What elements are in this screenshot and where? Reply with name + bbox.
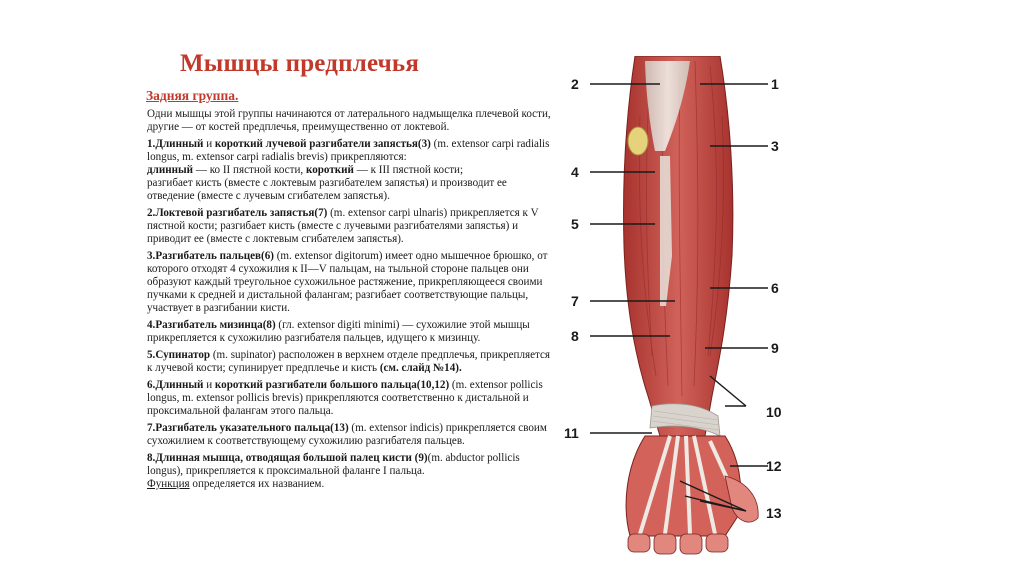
- slide-title: Мышцы предплечья: [180, 50, 420, 77]
- figure-label-6: 6: [771, 280, 779, 296]
- figure-label-2: 2: [571, 76, 579, 92]
- paragraph-8: 8.Длинная мышца, отводящая большой палец кисти (9)(m. abductor pollicis longus), прикрепляется к проксимальной фаланге I пальца. Функция определяется их названием.: [147, 452, 520, 490]
- olecranon: [628, 127, 648, 155]
- figure-label-11: 11: [564, 425, 579, 441]
- figure-label-5: 5: [571, 216, 579, 232]
- text-column: [147, 108, 557, 495]
- paragraph-2: 2.Локтевой разгибатель запястья(7) (m. extensor carpi ulnaris) прикрепляется к V пястной кости; разгибает кисть (вместе с лучевыми разгибателями запястья) и приводит ее (вместе с локтевым сгибателем запястья).: [147, 207, 539, 245]
- figure-label-1: 1: [771, 76, 779, 92]
- finger-stubs: [628, 534, 728, 554]
- figure-label-4: 4: [571, 164, 579, 180]
- paragraph-7: 7.Разгибатель указательного пальца(13) (m. extensor indicis) прикрепляется своим сухожилием к соответствующему сухожилию разгибателя пальцев.: [147, 422, 547, 447]
- paragraph-1: 1.Длинный и короткий лучевой разгибатели запястья(3) (m. extensor carpi radialis longus, m. extensor carpi radialis brevis) прикрепляются: длинный — ко II пястной кости, короткий — к III пястной кости; разгибает кисть (вместе с локтевым разгибателем запястья) и производит ее отведение (вместе с лучевым сгибателем запястья).: [147, 138, 550, 202]
- figure-label-12: 12: [766, 458, 782, 474]
- forearm-muscles-illustration: [560, 56, 800, 556]
- paragraph-4: 4.Разгибатель мизинца(8) (гл. extensor digiti minimi) — сухожилие этой мышцы прикрепляется к сухожилию разгибателя пальцев, идущего к мизинцу.: [147, 319, 530, 344]
- figure-label-8: 8: [571, 328, 579, 344]
- slide-subtitle: Задняя группа.: [146, 88, 239, 103]
- figure-label-13: 13: [766, 505, 782, 521]
- intro-paragraph: Одни мышцы этой группы начинаются от латерального надмыщелка плечевой кости, другие — от костей предплечья, преимущественно от локтевой.: [147, 108, 551, 133]
- figure-label-10: 10: [766, 404, 782, 420]
- figure-label-7: 7: [571, 293, 579, 309]
- paragraph-6: 6.Длинный и короткий разгибатели большого пальца(10,12) (m. extensor pollicis longus, m. extensor pollicis brevis) прикрепляются соответственно к дистальной и проксимальной фалангам этого пальца.: [147, 379, 543, 417]
- paragraph-5: 5.Супинатор (m. supinator) расположен в верхнем отделе предплечья, прикрепляется к лучевой кости; супинирует предплечье и кисть (см. слайд №14).: [147, 349, 551, 374]
- figure-label-3: 3: [771, 138, 779, 154]
- paragraph-3: 3.Разгибатель пальцев(6) (m. extensor digitorum) имеет одно мышечное брюшко, от которого отходят 4 сухожилия к II—V пальцам, на тыльной стороне пальцев они образуют каждый треугольное сухожильное растяжение, прикрепляющееся своими пучками к средней и дистальной фалангам; разгибает соответствующие пальцы, участвует в разгибании кисти.: [147, 250, 548, 314]
- figure-label-9: 9: [771, 340, 779, 356]
